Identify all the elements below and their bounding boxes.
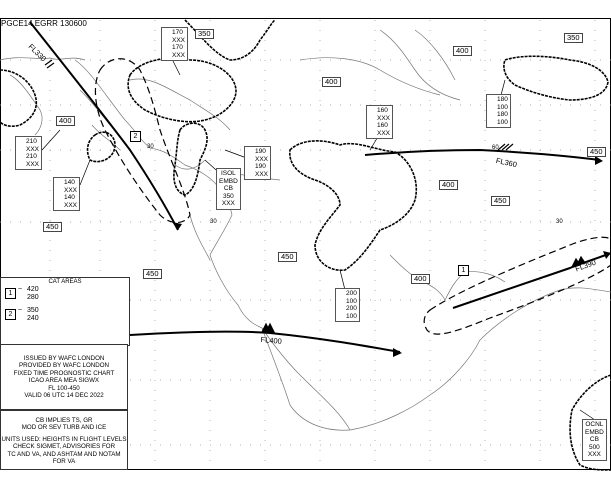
fl-box: 450 bbox=[491, 196, 510, 206]
cb-box: ISOL EMBD CB 350 XXX bbox=[216, 168, 241, 210]
cat-areas-legend: CAT AREAS 1 ~ 420 280 2 ~ 350 240 bbox=[0, 277, 130, 346]
barb-fl330 bbox=[45, 60, 52, 65]
jet-label-fl360: FL360 bbox=[495, 156, 518, 170]
cb-area-cyprus bbox=[174, 123, 207, 195]
jet-fl360-arrow bbox=[595, 156, 603, 165]
fl-box: 450 bbox=[43, 222, 62, 232]
fl-box: 450 bbox=[587, 147, 606, 157]
cb-area-turkey bbox=[128, 58, 236, 122]
lat-label: 60 bbox=[492, 145, 499, 151]
fl-box: 350 bbox=[564, 33, 583, 43]
turb-box: 210 XXX 210 XXX bbox=[15, 136, 42, 170]
jet-fl400-arrow bbox=[393, 348, 402, 357]
turb-box: 170 XXX 170 XXX bbox=[161, 27, 188, 61]
fl-box: 450 bbox=[143, 269, 162, 279]
chart-header: PGCE14 EGRR 130600 bbox=[1, 19, 87, 28]
cb-area-west bbox=[0, 70, 36, 126]
fl-box: 400 bbox=[322, 77, 341, 87]
fl-box: 400 bbox=[439, 180, 458, 190]
units-info: CB IMPLIES TS, GR MOD OR SEV TURB AND ICE UNITS USED: HEIGHTS IN FLIGHT LEVELS CHECK SIGMET, ADVISORIES FOR TC AND VA, AND ASHTAM AND NOTAM FOR VA bbox=[0, 410, 128, 470]
issued-info: ISSUED BY WAFC LONDON PROVIDED BY WAFC LONDON FIXED TIME PROGNOSTIC CHART ICAO AREA MEA SIGWX FL 100-450 VALID 06 UTC 14 DEC 2022 bbox=[0, 344, 128, 410]
turb-box: 180 100 180 100 bbox=[486, 94, 511, 128]
fl-box: 350 bbox=[195, 29, 214, 39]
lat-label: 30 bbox=[147, 144, 154, 150]
jet-label-fl390: FL390 bbox=[574, 257, 598, 274]
fl-box: 400 bbox=[411, 274, 430, 284]
cat-marker: 1 bbox=[458, 265, 469, 276]
fl-box: 400 bbox=[453, 46, 472, 56]
cb-area-north bbox=[185, 20, 275, 60]
cb-area-aegean bbox=[88, 132, 115, 161]
cb-box: OCNL EMBD CB 500 XXX bbox=[582, 419, 607, 461]
lat-label: 30 bbox=[556, 219, 563, 225]
cat-marker: 2 bbox=[130, 131, 141, 142]
fl-box: 400 bbox=[56, 116, 75, 126]
lat-label: 30 bbox=[210, 219, 217, 225]
jet-label-fl330: FL330 bbox=[26, 42, 49, 64]
turb-box: 140 XXX 140 XXX bbox=[53, 177, 80, 211]
turb-box: 200 100 200 100 bbox=[335, 288, 360, 322]
jet-label-fl400: FL400 bbox=[260, 335, 283, 346]
cb-area-east bbox=[504, 56, 608, 100]
turb-box: 190 XXX 190 XXX bbox=[244, 146, 271, 180]
cb-area-iraq bbox=[290, 141, 417, 270]
fl-box: 450 bbox=[278, 252, 297, 262]
cat-areas-title: CAT AREAS bbox=[48, 279, 82, 285]
turb-box: 160 XXX 160 XXX bbox=[366, 105, 393, 139]
